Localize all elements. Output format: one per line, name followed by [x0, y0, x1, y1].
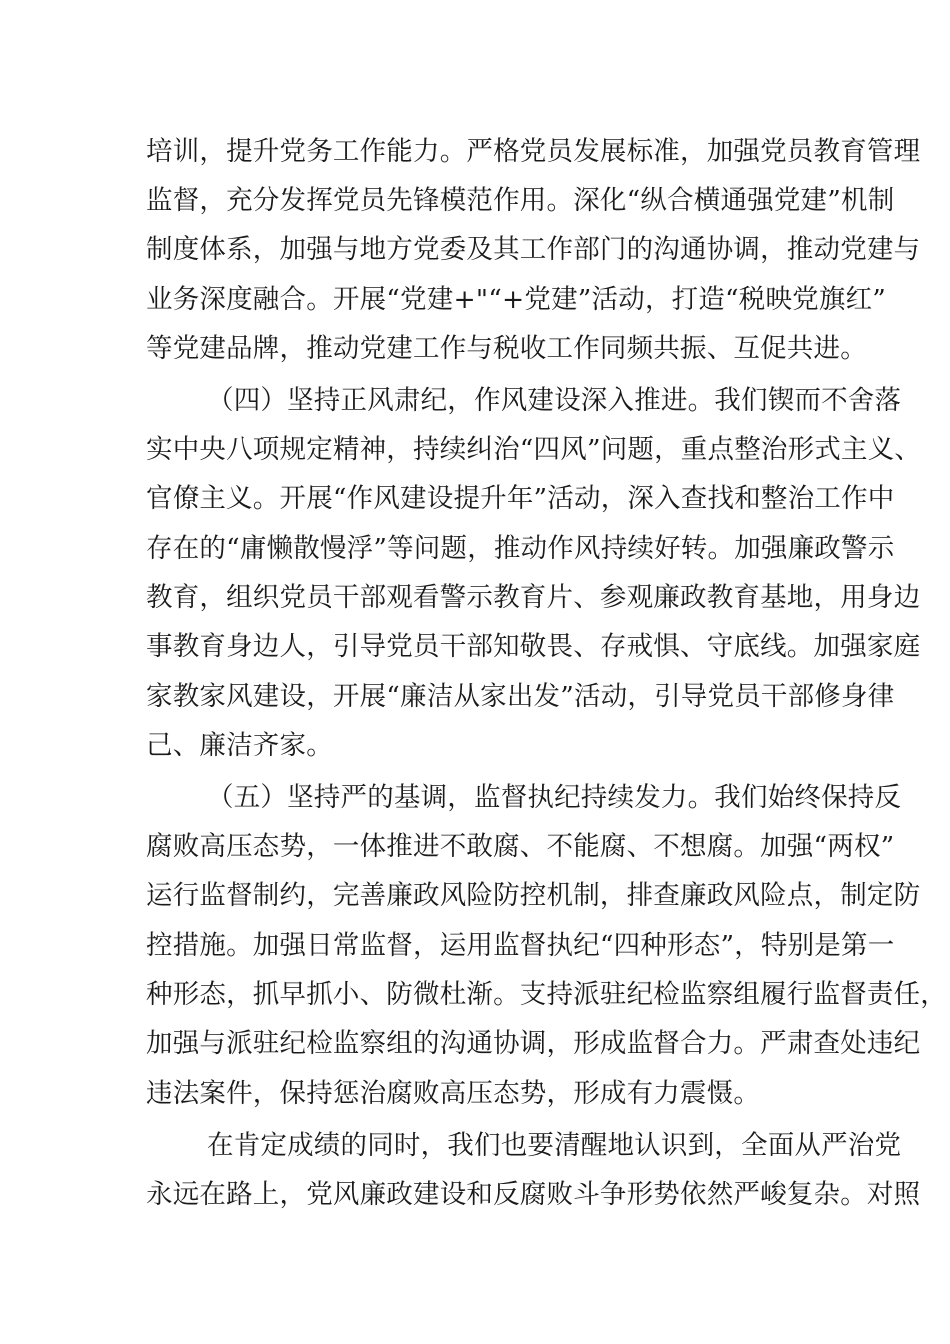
text-line: 等党建品牌，推动党建工作与税收工作同频共振、互促共进。	[146, 333, 867, 364]
text-line: 己、廉洁齐家。	[146, 730, 333, 761]
text-line: 加强与派驻纪检监察组的沟通协调，形成监督合力。严肃查处违纪	[146, 1028, 921, 1059]
text-line: 培训，提升党务工作能力。严格党员发展标准，加强党员教育管理	[146, 136, 921, 167]
text-line: 存在的“庸懒散慢浮”等问题，推动作风持续好转。加强廉政警示	[146, 533, 895, 564]
text-line: 种形态，抓早抓小、防微杜渐。支持派驻纪检监察组履行监督责任，	[146, 979, 947, 1010]
text-line: 监督，充分发挥党员先锋模范作用。深化“纵合横通强党建”机制	[146, 185, 895, 216]
text-line: 事教育身边人，引导党员干部知敬畏、存戒惧、守底线。加强家庭	[146, 631, 921, 662]
text-line: 实中央八项规定精神，持续纠治“四风”问题，重点整治形式主义、	[146, 434, 922, 465]
text-line: 腐败高压态势，一体推进不敢腐、不能腐、不想腐。加强“两权”	[146, 831, 895, 862]
paragraph-heading-4: （四）坚持正风肃纪，作风建设深入推进。我们锲而不舍落	[207, 385, 902, 416]
text-line: 违法案件，保持惩治腐败高压态势，形成有力震慑。	[146, 1078, 761, 1109]
text-line: 家教家风建设，开展“廉洁从家出发”活动，引导党员干部修身律	[146, 681, 895, 712]
text-line: 制度体系，加强与地方党委及其工作部门的沟通协调，推动党建与	[146, 234, 921, 265]
text-line: 运行监督制约，完善廉政风险防控机制，排查廉政风险点，制定防	[146, 880, 921, 911]
text-line: 控措施。加强日常监督，运用监督执纪“四种形态”，特别是第一	[146, 930, 895, 961]
text-line: 业务深度融合。开展“党建+"“+党建”活动，打造“税映党旗红”	[146, 284, 887, 315]
text-line: 永远在路上，党风廉政建设和反腐败斗争形势依然严峻复杂。对照	[146, 1179, 921, 1210]
text-line: 教育，组织党员干部观看警示教育片、参观廉政教育基地，用身边	[146, 582, 921, 613]
text-line: 官僚主义。开展“作风建设提升年”活动，深入查找和整治工作中	[146, 483, 895, 514]
paragraph-heading-5: （五）坚持严的基调，监督执纪持续发力。我们始终保持反	[207, 782, 902, 813]
paragraph-start: 在肯定成绩的同时，我们也要清醒地认识到，全面从严治党	[207, 1130, 902, 1161]
